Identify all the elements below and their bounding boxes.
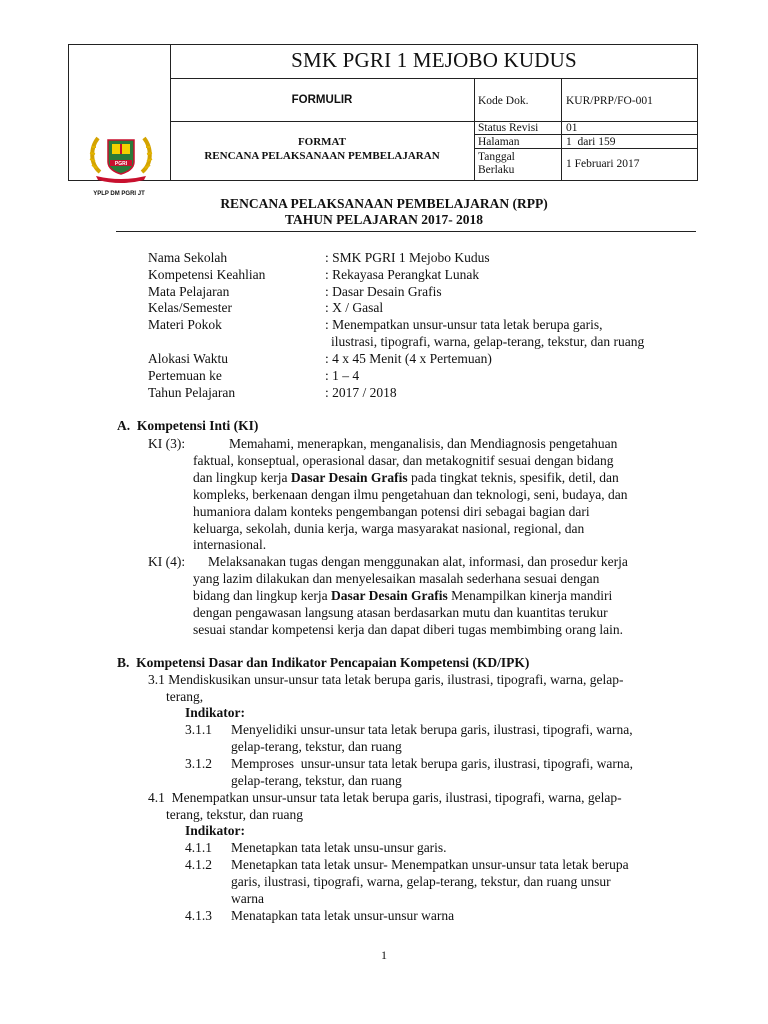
identity-label: Nama Sekolah bbox=[148, 250, 228, 265]
ki4-line: sesuai standar kompetensi kerja dan dapat diberi tugas membimbing orang lain. bbox=[193, 622, 624, 637]
svg-text:PGRI: PGRI bbox=[114, 161, 128, 168]
ki4-line-mixed: bidang dan lingkup kerja Dasar Desain Grafis Menampilkan kinerja mandiri bbox=[193, 588, 613, 603]
indikator-text: warna bbox=[231, 891, 264, 906]
kode-dok-value: KUR/PRP/FO-001 bbox=[566, 95, 653, 107]
identity-value: : X / Gasal bbox=[325, 300, 384, 315]
identity-value: : Rekayasa Perangkat Lunak bbox=[325, 267, 480, 282]
page-number: 1 bbox=[381, 948, 387, 962]
identity-value: : 2017 / 2018 bbox=[325, 385, 397, 400]
indikator-label: Indikator: bbox=[185, 705, 246, 720]
kd-4-1-line: terang, tekstur, dan ruang bbox=[166, 807, 304, 822]
ki3-line: Memahami, menerapkan, menganalisis, dan Mendiagnosis pengetahuan bbox=[229, 436, 618, 451]
indikator-label: Indikator: bbox=[185, 823, 246, 838]
indikator-text: gelap-terang, tekstur, dan ruang bbox=[231, 739, 402, 754]
ki3-line-mixed: dan lingkup kerja Dasar Desain Grafis pada tingkat teknis, spesifik, detil, dan bbox=[193, 470, 619, 485]
identity-label: Mata Pelajaran bbox=[148, 284, 230, 299]
document-title: RENCANA PELAKSANAAN PEMBELAJARAN (RPP) bbox=[220, 196, 548, 211]
table-border-bottom bbox=[68, 180, 698, 181]
indikator-number: 4.1.3 bbox=[185, 908, 212, 923]
indikator-number: 3.1.2 bbox=[185, 756, 212, 771]
ki4-line: Melaksanakan tugas dengan menggunakan alat, informasi, dan prosedur kerja bbox=[208, 554, 628, 569]
identity-value: : 4 x 45 Menit (4 x Pertemuan) bbox=[325, 351, 492, 366]
identity-value: : 1 – 4 bbox=[325, 368, 360, 383]
indikator-text: gelap-terang, tekstur, dan ruang bbox=[231, 773, 402, 788]
indikator-number: 4.1.1 bbox=[185, 840, 212, 855]
formulir-divider bbox=[170, 121, 698, 122]
section-b-title: B. Kompetensi Dasar dan Indikator Pencapaian Kompetensi (KD/IPK) bbox=[117, 655, 530, 670]
halaman-value: 1 dari 159 bbox=[566, 136, 616, 148]
table-border-top bbox=[68, 44, 698, 45]
identity-label: Kelas/Semester bbox=[148, 300, 232, 315]
indikator-text: Menetapkan tata letak unsur- Menempatkan unsur-unsur tata letak berupa bbox=[231, 857, 629, 872]
document-subtitle: TAHUN PELAJARAN 2017- 2018 bbox=[284, 212, 484, 227]
school-name: SMK PGRI 1 MEJOBO KUDUS bbox=[291, 48, 577, 72]
indikator-text: Menatapkan tata letak unsur-unsur warna bbox=[231, 908, 455, 923]
indikator-text: Menetapkan tata letak unsu-unsur garis. bbox=[231, 840, 447, 855]
kd-4-1-line: 4.1 Menempatkan unsur-unsur tata letak berupa garis, ilustrasi, tipografi, warna, gelap- bbox=[148, 790, 622, 805]
ki4-line: yang lazim dilakukan dan menyelesaikan masalah sederhana sesuai dengan bbox=[193, 571, 600, 586]
identity-label: Tahun Pelajaran bbox=[148, 385, 236, 400]
logo-caption: YPLP DM PGRI JT bbox=[93, 191, 145, 197]
kd-3-1-line: 3.1 Mendiskusikan unsur-unsur tata letak berupa garis, ilustrasi, tipografi, warna, gelap- bbox=[148, 672, 624, 687]
meta-divider-mid bbox=[561, 78, 562, 181]
identity-label: Pertemuan ke bbox=[148, 368, 222, 383]
ki3-line: internasional. bbox=[193, 537, 267, 552]
identity-value-continued: ilustrasi, tipografi, warna, gelap-terang, tekstur, dan ruang bbox=[331, 334, 645, 349]
format-heading: FORMAT bbox=[297, 136, 347, 148]
identity-value: : SMK PGRI 1 Mejobo Kudus bbox=[325, 250, 490, 265]
identity-value: : Dasar Desain Grafis bbox=[325, 284, 442, 299]
indikator-number: 3.1.1 bbox=[185, 722, 212, 737]
status-revisi-label: Status Revisi bbox=[478, 122, 539, 134]
tanggal-label-line2: Berlaku bbox=[478, 164, 515, 176]
ki3-line: kompleks, berkenaan dengan ilmu pengetahuan dan teknologi, seni, budaya, dan bbox=[193, 487, 628, 502]
school-logo bbox=[86, 132, 156, 184]
title-divider bbox=[116, 231, 696, 232]
formulir-label: FORMULIR bbox=[291, 94, 353, 106]
indikator-number: 4.1.2 bbox=[185, 857, 212, 872]
section-a-title: A. Kompetensi Inti (KI) bbox=[117, 418, 259, 433]
kd-3-1-line: terang, bbox=[166, 689, 204, 704]
ki4-label: KI (4): bbox=[148, 554, 186, 569]
tanggal-value: 1 Februari 2017 bbox=[566, 158, 640, 170]
meta-divider-left bbox=[474, 78, 475, 181]
ki3-label: KI (3): bbox=[148, 436, 186, 451]
kode-dok-label: Kode Dok. bbox=[478, 95, 529, 107]
ki3-line: humaniora dalam konteks pengembangan potensi diri sebagai bagian dari bbox=[193, 504, 590, 519]
status-revisi-value: 01 bbox=[566, 122, 578, 134]
identity-label: Materi Pokok bbox=[148, 317, 222, 332]
format-subheading: RENCANA PELAKSANAAN PEMBELAJARAN bbox=[204, 150, 440, 162]
halaman-label: Halaman bbox=[478, 136, 520, 148]
table-border-left bbox=[68, 44, 69, 181]
ki4-line: dengan pengawasan langsung atasan berdasarkan mutu dan kuantitas terukur bbox=[193, 605, 608, 620]
indikator-text: Memproses unsur-unsur tata letak berupa garis, ilustrasi, tipografi, warna, bbox=[231, 756, 633, 771]
pgri-emblem-icon bbox=[86, 132, 156, 184]
ki3-line: keluarga, sekolah, dunia kerja, warga masyarakat nasional, regional, dan bbox=[193, 521, 585, 536]
school-name-divider bbox=[170, 78, 698, 79]
indikator-text: Menyelidiki unsur-unsur tata letak berupa garis, ilustrasi, tipografi, warna, bbox=[231, 722, 633, 737]
tanggal-label-line1: Tanggal bbox=[478, 151, 515, 163]
identity-value: : Menempatkan unsur-unsur tata letak berupa garis, bbox=[325, 317, 603, 332]
ki3-line: faktual, konseptual, operasional dasar, dan metakognitif sesuai dengan bidang bbox=[193, 453, 614, 468]
identity-label: Kompetensi Keahlian bbox=[148, 267, 266, 282]
indikator-text: garis, ilustrasi, tipografi, warna, gelap-terang, tekstur, dan ruang unsur bbox=[231, 874, 611, 889]
identity-label: Alokasi Waktu bbox=[148, 351, 229, 366]
